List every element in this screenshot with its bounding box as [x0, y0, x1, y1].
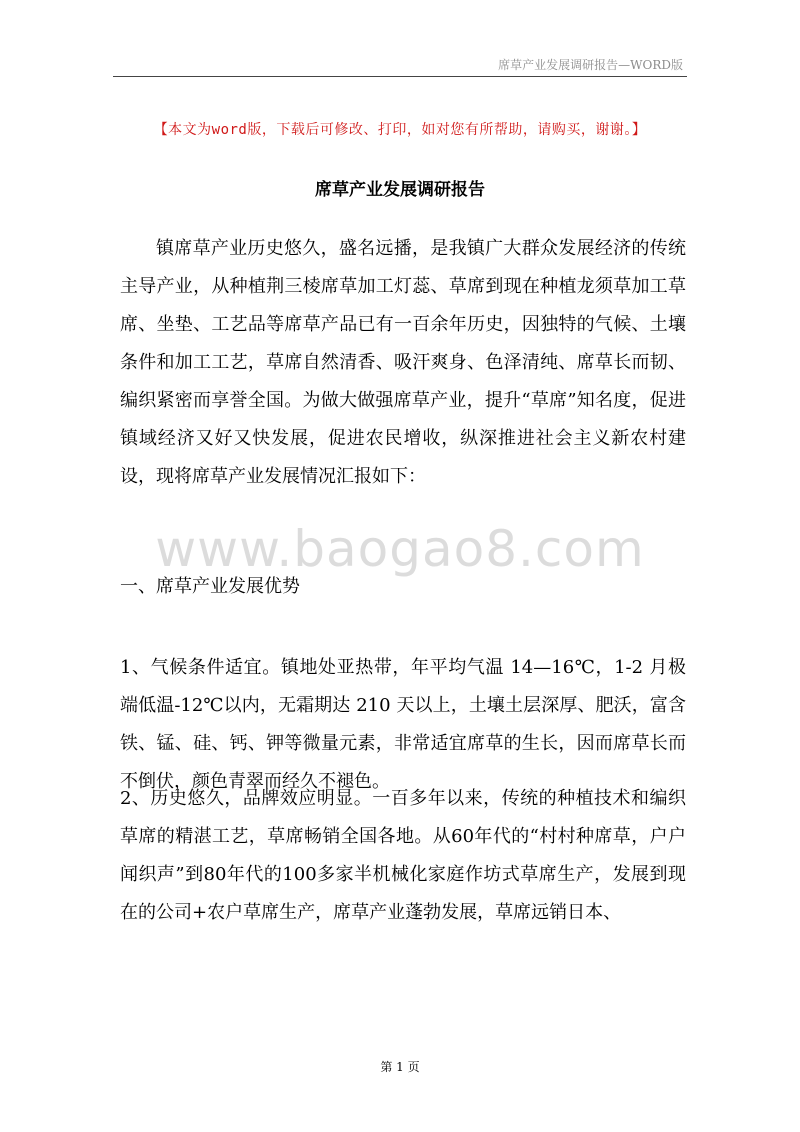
document-title: 席草产业发展调研报告	[315, 180, 485, 200]
download-notice: 【本文为word版，下载后可修改、打印，如对您有所帮助，请购买，谢谢。】	[153, 122, 647, 138]
running-header: 席草产业发展调研报告—WORD版	[498, 58, 683, 72]
intro-paragraph: 镇席草产业历史悠久，盛名远播，是我镇广大群众发展经济的传统主导产业，从种植荆三棱席草加工灯蕊、草席到现在种植龙须草加工草席、坐垫、工艺品等席草产品已有一百余年历史，因独特的气候、土壤条件和加工工艺，草席自然清香、吸汗爽身、色泽清纯、席草长而韧、编织紧密而享誉全国。为做大做强席草产业，提升“草席”知名度，促进镇域经济又好又快发展，促进农民增收，纵深推进社会主义新农村建设，现将席草产业发展情况汇报如下：	[120, 238, 686, 487]
header-divider	[113, 76, 687, 77]
paragraph-history: 2、历史悠久，品牌效应明显。一百多年以来，传统的种植技术和编织草席的精湛工艺，草席畅销全国各地。从60年代的“村村种席草，户户闻织声”到80年代的100多家半机械化家庭作坊式草席生产，发展到现在的公司+农户草席生产，席草产业蓬勃发展，草席远销日本、	[120, 788, 686, 923]
watermark: www.baogao8.com	[155, 520, 645, 578]
paragraph-climate: 1、气候条件适宜。镇地处亚热带，年平均气温 14—16℃，1-2 月极端低温-12℃以内，无霜期达 210 天以上，土壤土层深厚、肥沃，富含铁、锰、硅、钙、钾等微量元素，非常适宜席草的生长，因而席草长而不倒伏，颜色青翠而经久不褪色。	[120, 657, 686, 792]
section-heading: 一、席草产业发展优势	[120, 576, 300, 597]
page-number: 第 1 页	[380, 1060, 420, 1074]
